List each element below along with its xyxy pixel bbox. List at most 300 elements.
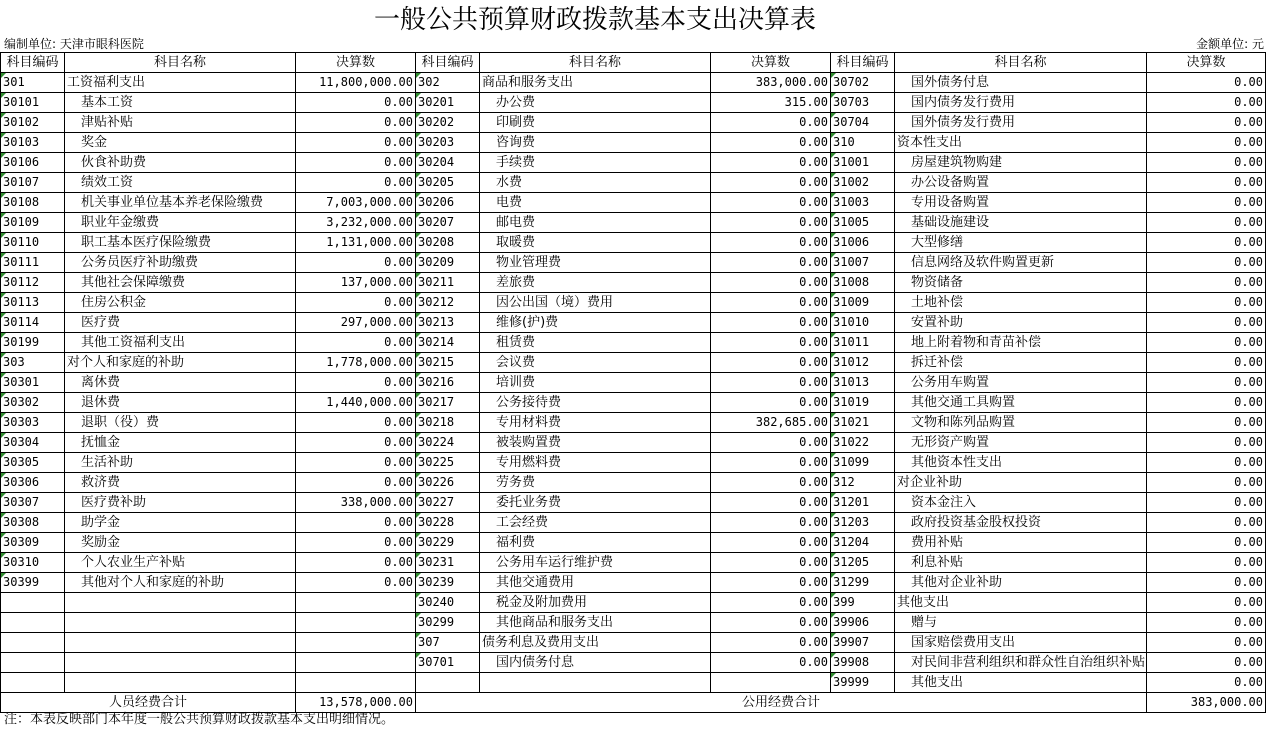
item-amount-cell: 0.00 <box>296 573 416 593</box>
table-row <box>1 253 1266 273</box>
item-name-cell: 物资储备 <box>895 273 1147 293</box>
item-code-cell: 30239 <box>416 573 480 593</box>
item-code-cell: 30114 <box>1 313 65 333</box>
item-amount-cell: 0.00 <box>1147 653 1266 673</box>
item-code-cell: 30103 <box>1 133 65 153</box>
header-name-2: 科目名称 <box>480 53 711 73</box>
table-row <box>1 373 1266 393</box>
item-amount-cell: 0.00 <box>296 253 416 273</box>
item-code-cell: 31204 <box>831 533 895 553</box>
item-name-cell: 公务员医疗补助缴费 <box>65 253 296 273</box>
item-amount-cell: 0.00 <box>711 553 831 573</box>
item-code-cell: 39907 <box>831 633 895 653</box>
item-name-cell: 大型修缮 <box>895 233 1147 253</box>
item-code-cell: 30701 <box>416 653 480 673</box>
item-amount-cell: 0.00 <box>1147 153 1266 173</box>
item-amount-cell: 0.00 <box>1147 373 1266 393</box>
item-name-cell: 地上附着物和青苗补偿 <box>895 333 1147 353</box>
table-row <box>1 453 1266 473</box>
item-code-cell: 30228 <box>416 513 480 533</box>
item-code-cell: 31012 <box>831 353 895 373</box>
item-code-cell: 31005 <box>831 213 895 233</box>
item-amount-cell: 0.00 <box>296 553 416 573</box>
item-amount-cell: 0.00 <box>711 153 831 173</box>
item-amount-cell: 0.00 <box>296 133 416 153</box>
item-name-cell: 职工基本医疗保险缴费 <box>65 233 296 253</box>
item-amount-cell: 0.00 <box>711 293 831 313</box>
item-name-cell <box>65 673 296 693</box>
item-code-cell: 399 <box>831 593 895 613</box>
item-amount-cell: 0.00 <box>711 513 831 533</box>
item-name-cell: 专用设备购置 <box>895 193 1147 213</box>
item-code-cell: 30205 <box>416 173 480 193</box>
item-name-cell: 津贴补贴 <box>65 113 296 133</box>
item-amount-cell: 0.00 <box>296 173 416 193</box>
item-code-cell: 312 <box>831 473 895 493</box>
item-code-cell: 31099 <box>831 453 895 473</box>
item-name-cell <box>65 613 296 633</box>
table-row <box>1 553 1266 573</box>
item-name-cell: 维修(护)费 <box>480 313 711 333</box>
item-amount-cell: 0.00 <box>1147 113 1266 133</box>
table-row <box>1 533 1266 553</box>
item-code-cell: 39999 <box>831 673 895 693</box>
item-amount-cell: 0.00 <box>711 433 831 453</box>
item-code-cell: 30301 <box>1 373 65 393</box>
item-amount-cell: 0.00 <box>1147 493 1266 513</box>
table-row <box>1 673 1266 693</box>
item-amount-cell: 0.00 <box>711 113 831 133</box>
item-code-cell: 31013 <box>831 373 895 393</box>
item-amount-cell: 0.00 <box>1147 433 1266 453</box>
item-amount-cell: 1,131,000.00 <box>296 233 416 253</box>
item-name-cell: 公务接待费 <box>480 393 711 413</box>
item-name-cell: 资本性支出 <box>895 133 1147 153</box>
item-code-cell: 31021 <box>831 413 895 433</box>
item-code-cell: 30217 <box>416 393 480 413</box>
item-code-cell <box>1 613 65 633</box>
item-name-cell: 对企业补助 <box>895 473 1147 493</box>
item-name-cell: 手续费 <box>480 153 711 173</box>
item-amount-cell: 0.00 <box>296 113 416 133</box>
item-code-cell: 30304 <box>1 433 65 453</box>
table-row <box>1 73 1266 93</box>
item-name-cell: 商品和服务支出 <box>480 73 711 93</box>
item-name-cell: 会议费 <box>480 353 711 373</box>
item-amount-cell <box>711 673 831 693</box>
totals-row <box>1 693 1266 713</box>
table-row <box>1 213 1266 233</box>
item-amount-cell: 0.00 <box>296 513 416 533</box>
item-name-cell <box>65 633 296 653</box>
header-name-1: 科目名称 <box>65 53 296 73</box>
item-amount-cell: 0.00 <box>296 533 416 553</box>
item-amount-cell: 0.00 <box>1147 393 1266 413</box>
item-name-cell: 培训费 <box>480 373 711 393</box>
item-name-cell: 抚恤金 <box>65 433 296 453</box>
item-name-cell: 工资福利支出 <box>65 73 296 93</box>
item-amount-cell: 0.00 <box>1147 453 1266 473</box>
item-amount-cell: 0.00 <box>711 313 831 333</box>
item-amount-cell: 0.00 <box>711 133 831 153</box>
item-name-cell: 赠与 <box>895 613 1147 633</box>
item-code-cell: 31002 <box>831 173 895 193</box>
item-code-cell: 30231 <box>416 553 480 573</box>
item-code-cell: 303 <box>1 353 65 373</box>
item-code-cell: 30216 <box>416 373 480 393</box>
item-amount-cell: 0.00 <box>296 293 416 313</box>
item-code-cell: 30107 <box>1 173 65 193</box>
item-code-cell: 30208 <box>416 233 480 253</box>
item-amount-cell <box>296 613 416 633</box>
item-code-cell: 31201 <box>831 493 895 513</box>
item-code-cell: 30202 <box>416 113 480 133</box>
item-amount-cell: 0.00 <box>296 473 416 493</box>
item-code-cell: 31009 <box>831 293 895 313</box>
item-amount-cell: 137,000.00 <box>296 273 416 293</box>
item-code-cell: 30101 <box>1 93 65 113</box>
item-amount-cell: 0.00 <box>296 433 416 453</box>
item-name-cell: 政府投资基金股权投资 <box>895 513 1147 533</box>
table-row <box>1 413 1266 433</box>
item-code-cell: 31203 <box>831 513 895 533</box>
item-name-cell: 办公费 <box>480 93 711 113</box>
item-name-cell: 医疗费 <box>65 313 296 333</box>
item-code-cell: 30226 <box>416 473 480 493</box>
item-code-cell: 30305 <box>1 453 65 473</box>
item-name-cell: 基础设施建设 <box>895 213 1147 233</box>
table-row <box>1 333 1266 353</box>
table-row <box>1 613 1266 633</box>
item-amount-cell: 0.00 <box>1147 133 1266 153</box>
item-amount-cell: 382,685.00 <box>711 413 831 433</box>
item-amount-cell: 0.00 <box>1147 473 1266 493</box>
item-amount-cell: 0.00 <box>1147 633 1266 653</box>
item-amount-cell: 0.00 <box>1147 593 1266 613</box>
header-row <box>1 53 1266 73</box>
item-name-cell: 因公出国（境）费用 <box>480 293 711 313</box>
item-amount-cell: 0.00 <box>1147 293 1266 313</box>
item-code-cell: 31007 <box>831 253 895 273</box>
item-amount-cell: 0.00 <box>1147 253 1266 273</box>
item-name-cell: 医疗费补助 <box>65 493 296 513</box>
public-total-value: 383,000.00 <box>1147 693 1266 713</box>
item-amount-cell: 0.00 <box>711 453 831 473</box>
item-code-cell: 30703 <box>831 93 895 113</box>
item-amount-cell: 0.00 <box>296 153 416 173</box>
item-code-cell <box>1 673 65 693</box>
item-code-cell: 39908 <box>831 653 895 673</box>
item-amount-cell: 0.00 <box>711 593 831 613</box>
item-amount-cell: 0.00 <box>1147 353 1266 373</box>
item-code-cell: 30203 <box>416 133 480 153</box>
item-name-cell <box>65 653 296 673</box>
item-code-cell: 30240 <box>416 593 480 613</box>
item-code-cell: 31019 <box>831 393 895 413</box>
item-amount-cell: 0.00 <box>711 173 831 193</box>
item-name-cell: 对个人和家庭的补助 <box>65 353 296 373</box>
item-amount-cell: 1,440,000.00 <box>296 393 416 413</box>
item-amount-cell: 7,003,000.00 <box>296 193 416 213</box>
table-row <box>1 173 1266 193</box>
item-amount-cell: 3,232,000.00 <box>296 213 416 233</box>
header-name-3: 科目名称 <box>895 53 1147 73</box>
item-amount-cell: 0.00 <box>1147 93 1266 113</box>
expenditure-table <box>0 52 1266 713</box>
item-amount-cell: 0.00 <box>1147 313 1266 333</box>
item-name-cell: 退职（役）费 <box>65 413 296 433</box>
table-row <box>1 133 1266 153</box>
item-name-cell: 助学金 <box>65 513 296 533</box>
item-amount-cell: 338,000.00 <box>296 493 416 513</box>
header-code-2: 科目编码 <box>416 53 480 73</box>
item-amount-cell: 0.00 <box>1147 513 1266 533</box>
item-name-cell: 邮电费 <box>480 213 711 233</box>
table-row <box>1 293 1266 313</box>
item-name-cell: 债务利息及费用支出 <box>480 633 711 653</box>
item-amount-cell: 0.00 <box>1147 413 1266 433</box>
item-name-cell: 其他社会保障缴费 <box>65 273 296 293</box>
currency-unit: 金额单位: 元 <box>1196 37 1264 51</box>
item-code-cell: 30102 <box>1 113 65 133</box>
header-code-3: 科目编码 <box>831 53 895 73</box>
table-row <box>1 433 1266 453</box>
item-name-cell: 税金及附加费用 <box>480 593 711 613</box>
public-total-label: 公用经费合计 <box>416 693 1147 713</box>
item-code-cell <box>416 673 480 693</box>
item-name-cell: 机关事业单位基本养老保险缴费 <box>65 193 296 213</box>
item-name-cell: 文物和陈列品购置 <box>895 413 1147 433</box>
item-name-cell: 委托业务费 <box>480 493 711 513</box>
item-code-cell: 39906 <box>831 613 895 633</box>
item-code-cell: 30702 <box>831 73 895 93</box>
item-name-cell: 个人农业生产补贴 <box>65 553 296 573</box>
item-name-cell: 奖励金 <box>65 533 296 553</box>
item-code-cell: 31008 <box>831 273 895 293</box>
item-amount-cell: 0.00 <box>296 373 416 393</box>
item-code-cell: 30199 <box>1 333 65 353</box>
item-name-cell: 生活补助 <box>65 453 296 473</box>
item-name-cell: 电费 <box>480 193 711 213</box>
item-code-cell: 30113 <box>1 293 65 313</box>
item-amount-cell: 0.00 <box>711 333 831 353</box>
item-code-cell: 31003 <box>831 193 895 213</box>
item-name-cell: 专用燃料费 <box>480 453 711 473</box>
item-code-cell: 31010 <box>831 313 895 333</box>
item-name-cell: 其他对企业补助 <box>895 573 1147 593</box>
item-code-cell: 30306 <box>1 473 65 493</box>
item-amount-cell: 297,000.00 <box>296 313 416 333</box>
item-name-cell: 其他对个人和家庭的补助 <box>65 573 296 593</box>
item-amount-cell: 0.00 <box>296 333 416 353</box>
item-amount-cell: 0.00 <box>711 193 831 213</box>
header-amount-1: 决算数 <box>296 53 416 73</box>
table-row <box>1 313 1266 333</box>
item-amount-cell: 0.00 <box>711 253 831 273</box>
item-code-cell: 31022 <box>831 433 895 453</box>
item-code-cell: 30225 <box>416 453 480 473</box>
item-amount-cell: 0.00 <box>1147 173 1266 193</box>
header-amount-3: 决算数 <box>1147 53 1266 73</box>
item-name-cell: 福利费 <box>480 533 711 553</box>
item-amount-cell: 0.00 <box>1147 553 1266 573</box>
item-code-cell: 30211 <box>416 273 480 293</box>
item-amount-cell: 0.00 <box>711 273 831 293</box>
item-code-cell: 30224 <box>416 433 480 453</box>
item-name-cell: 伙食补助费 <box>65 153 296 173</box>
item-code-cell <box>1 633 65 653</box>
item-amount-cell: 0.00 <box>711 653 831 673</box>
item-amount-cell: 11,800,000.00 <box>296 73 416 93</box>
item-amount-cell: 0.00 <box>1147 233 1266 253</box>
item-code-cell: 30704 <box>831 113 895 133</box>
item-code-cell: 30214 <box>416 333 480 353</box>
item-name-cell: 安置补助 <box>895 313 1147 333</box>
item-code-cell: 30201 <box>416 93 480 113</box>
item-name-cell: 公务用车购置 <box>895 373 1147 393</box>
table-row <box>1 473 1266 493</box>
item-amount-cell: 383,000.00 <box>711 73 831 93</box>
item-name-cell: 土地补偿 <box>895 293 1147 313</box>
item-name-cell: 救济费 <box>65 473 296 493</box>
item-amount-cell <box>296 633 416 653</box>
item-name-cell: 拆迁补偿 <box>895 353 1147 373</box>
item-amount-cell: 0.00 <box>711 533 831 553</box>
item-code-cell: 31011 <box>831 333 895 353</box>
table-row <box>1 193 1266 213</box>
item-amount-cell: 1,778,000.00 <box>296 353 416 373</box>
item-code-cell: 30212 <box>416 293 480 313</box>
item-name-cell: 绩效工资 <box>65 173 296 193</box>
item-name-cell: 信息网络及软件购置更新 <box>895 253 1147 273</box>
table-row <box>1 493 1266 513</box>
item-name-cell: 国外债务付息 <box>895 73 1147 93</box>
item-code-cell: 30108 <box>1 193 65 213</box>
item-amount-cell: 0.00 <box>1147 573 1266 593</box>
item-name-cell <box>65 593 296 613</box>
table-row <box>1 153 1266 173</box>
item-amount-cell: 0.00 <box>711 353 831 373</box>
item-amount-cell <box>296 673 416 693</box>
item-code-cell: 30109 <box>1 213 65 233</box>
item-amount-cell: 0.00 <box>711 233 831 253</box>
item-code-cell: 307 <box>416 633 480 653</box>
item-name-cell: 资本金注入 <box>895 493 1147 513</box>
item-name-cell: 物业管理费 <box>480 253 711 273</box>
item-name-cell: 差旅费 <box>480 273 711 293</box>
item-code-cell: 30215 <box>416 353 480 373</box>
table-row <box>1 93 1266 113</box>
item-name-cell: 住房公积金 <box>65 293 296 313</box>
item-name-cell: 咨询费 <box>480 133 711 153</box>
item-name-cell <box>480 673 711 693</box>
table-row <box>1 393 1266 413</box>
item-amount-cell: 0.00 <box>1147 73 1266 93</box>
item-name-cell: 国内债务付息 <box>480 653 711 673</box>
item-code-cell: 30111 <box>1 253 65 273</box>
item-code-cell: 30207 <box>416 213 480 233</box>
item-name-cell: 工会经费 <box>480 513 711 533</box>
item-code-cell: 30204 <box>416 153 480 173</box>
item-code-cell: 310 <box>831 133 895 153</box>
item-amount-cell: 0.00 <box>296 93 416 113</box>
item-code-cell: 30308 <box>1 513 65 533</box>
item-code-cell <box>1 593 65 613</box>
item-name-cell: 办公设备购置 <box>895 173 1147 193</box>
item-amount-cell: 315.00 <box>711 93 831 113</box>
item-code-cell: 30206 <box>416 193 480 213</box>
item-name-cell: 国外债务发行费用 <box>895 113 1147 133</box>
item-name-cell: 专用材料费 <box>480 413 711 433</box>
item-amount-cell: 0.00 <box>711 573 831 593</box>
item-amount-cell: 0.00 <box>1147 673 1266 693</box>
item-code-cell: 30209 <box>416 253 480 273</box>
item-amount-cell: 0.00 <box>1147 333 1266 353</box>
item-name-cell: 对民间非营利组织和群众性自治组织补贴 <box>895 653 1147 673</box>
item-code-cell: 30112 <box>1 273 65 293</box>
item-name-cell: 水费 <box>480 173 711 193</box>
item-code-cell: 31205 <box>831 553 895 573</box>
header-code-1: 科目编码 <box>1 53 65 73</box>
item-code-cell: 31299 <box>831 573 895 593</box>
item-amount-cell: 0.00 <box>711 613 831 633</box>
item-code-cell: 30309 <box>1 533 65 553</box>
table-row <box>1 273 1266 293</box>
item-name-cell: 印刷费 <box>480 113 711 133</box>
item-name-cell: 离休费 <box>65 373 296 393</box>
item-amount-cell: 0.00 <box>1147 273 1266 293</box>
item-code-cell: 31006 <box>831 233 895 253</box>
item-amount-cell: 0.00 <box>1147 193 1266 213</box>
item-name-cell: 取暖费 <box>480 233 711 253</box>
personnel-total-value: 13,578,000.00 <box>296 693 416 713</box>
item-amount-cell: 0.00 <box>711 633 831 653</box>
table-row <box>1 233 1266 253</box>
item-name-cell: 其他资本性支出 <box>895 453 1147 473</box>
item-code-cell: 30229 <box>416 533 480 553</box>
item-name-cell: 被装购置费 <box>480 433 711 453</box>
item-amount-cell <box>296 593 416 613</box>
item-name-cell: 其他支出 <box>895 673 1147 693</box>
table-row <box>1 573 1266 593</box>
item-amount-cell: 0.00 <box>296 453 416 473</box>
item-name-cell: 费用补贴 <box>895 533 1147 553</box>
item-code-cell: 30110 <box>1 233 65 253</box>
item-name-cell: 租赁费 <box>480 333 711 353</box>
item-amount-cell: 0.00 <box>1147 213 1266 233</box>
item-amount-cell: 0.00 <box>711 493 831 513</box>
page-title: 一般公共预算财政拨款基本支出决算表 <box>373 5 816 35</box>
item-amount-cell: 0.00 <box>711 473 831 493</box>
item-name-cell: 其他交通工具购置 <box>895 393 1147 413</box>
item-name-cell: 其他支出 <box>895 593 1147 613</box>
item-code-cell <box>1 653 65 673</box>
item-code-cell: 30227 <box>416 493 480 513</box>
item-name-cell: 退休费 <box>65 393 296 413</box>
item-amount-cell: 0.00 <box>296 413 416 433</box>
item-name-cell: 基本工资 <box>65 93 296 113</box>
item-name-cell: 其他工资福利支出 <box>65 333 296 353</box>
table-row <box>1 113 1266 133</box>
item-amount-cell: 0.00 <box>711 393 831 413</box>
item-code-cell: 30299 <box>416 613 480 633</box>
item-code-cell: 301 <box>1 73 65 93</box>
header-amount-2: 决算数 <box>711 53 831 73</box>
item-name-cell: 房屋建筑物购建 <box>895 153 1147 173</box>
item-code-cell: 30307 <box>1 493 65 513</box>
item-name-cell: 公务用车运行维护费 <box>480 553 711 573</box>
item-code-cell: 30310 <box>1 553 65 573</box>
